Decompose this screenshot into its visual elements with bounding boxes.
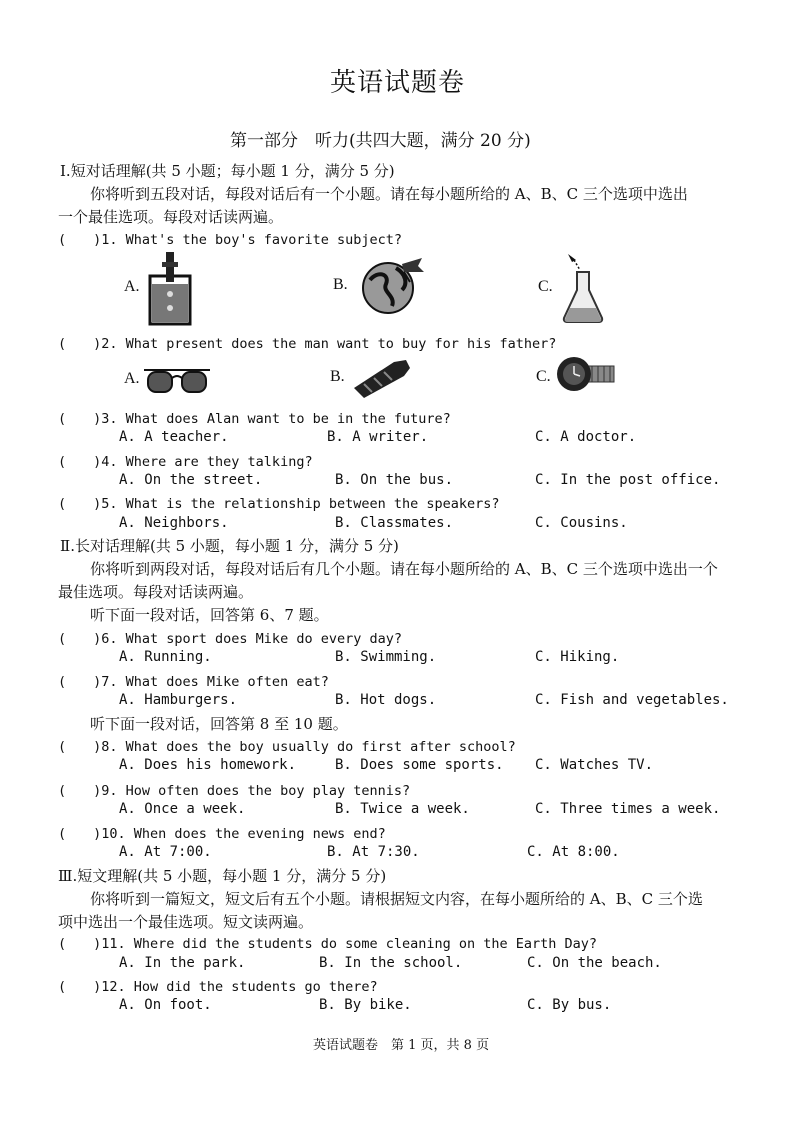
- q9-option-b: B. Twice a week.: [335, 801, 470, 817]
- section3-intro-cont: 项中选出一个最佳选项。短文读两遍。: [58, 913, 314, 931]
- q6-option-a: A. Running.: [119, 649, 212, 665]
- q5-option-a: A. Neighbors.: [119, 515, 229, 531]
- part-heading: 第一部分 听力(共四大题，满分 20 分): [230, 131, 531, 151]
- section3-heading: Ⅲ.短文理解(共 5 小题，每小题 1 分，满分 5 分): [58, 867, 387, 885]
- q8-option-a: A. Does his homework.: [119, 757, 297, 773]
- section2-heading: Ⅱ.长对话理解(共 5 小题，每小题 1 分，满分 5 分): [60, 537, 399, 555]
- q7-option-a: A. Hamburgers.: [119, 692, 238, 708]
- q6-option-b: B. Swimming.: [335, 649, 437, 665]
- question-1: ( )1. What's the boy's favorite subject?: [58, 232, 402, 248]
- q1-option-a-label: A.: [124, 278, 140, 295]
- section1-intro-cont: 一个最佳选项。每段对话读两遍。: [58, 208, 284, 226]
- question-11: ( )11. Where did the students do some cleaning on the Earth Day?: [58, 936, 598, 952]
- question-3: ( )3. What does Alan want to be in the future?: [58, 411, 451, 427]
- section3-intro: 你将听到一篇短文，短文后有五个小题。请根据短文内容，在每小题所给的 A、B、C 三个选: [90, 890, 703, 908]
- question-10: ( )10. When does the evening news end?: [58, 826, 386, 842]
- glasses-icon: [142, 364, 212, 398]
- flask-icon: [560, 250, 606, 326]
- q12-option-c: C. By bus.: [527, 997, 612, 1013]
- question-7: ( )7. What does Mike often eat?: [58, 674, 329, 690]
- question-4: ( )4. Where are they talking?: [58, 454, 313, 470]
- q7-option-b: B. Hot dogs.: [335, 692, 437, 708]
- q10-option-c: C. At 8:00.: [527, 844, 620, 860]
- q4-option-b: B. On the bus.: [335, 472, 454, 488]
- q4-option-a: A. On the street.: [119, 472, 263, 488]
- section1-heading: Ⅰ.短对话理解(共 5 小题；每小题 1 分，满分 5 分): [60, 162, 395, 180]
- question-9: ( )9. How often does the boy play tennis?: [58, 783, 411, 799]
- question-12: ( )12. How did the students go there?: [58, 979, 378, 995]
- q9-option-a: A. Once a week.: [119, 801, 246, 817]
- tie-icon: [350, 354, 414, 400]
- q8-option-c: C. Watches TV.: [535, 757, 654, 773]
- q2-option-b-label: B.: [330, 368, 345, 385]
- q3-option-c: C. A doctor.: [535, 429, 637, 445]
- q11-option-c: C. On the beach.: [527, 955, 662, 971]
- globe-icon: [356, 252, 428, 316]
- q6-option-c: C. Hiking.: [535, 649, 620, 665]
- section2-intro: 你将听到两段对话，每段对话后有几个小题。请在每小题所给的 A、B、C 三个选项中选出一个: [90, 560, 718, 578]
- question-8: ( )8. What does the boy usually do first after school?: [58, 739, 516, 755]
- dialog2-instruction: 听下面一段对话，回答第 8 至 10 题。: [90, 715, 348, 733]
- q3-option-a: A. A teacher.: [119, 429, 229, 445]
- question-6: ( )6. What sport does Mike do every day?: [58, 631, 402, 647]
- q8-option-b: B. Does some sports.: [335, 757, 504, 773]
- q11-option-a: A. In the park.: [119, 955, 246, 971]
- question-2: ( )2. What present does the man want to buy for his father?: [58, 336, 557, 352]
- question-5: ( )5. What is the relationship between the speakers?: [58, 496, 500, 512]
- q1-option-b-label: B.: [333, 276, 348, 293]
- q5-option-b: B. Classmates.: [335, 515, 454, 531]
- section1-intro: 你将听到五段对话，每段对话后有一个小题。请在每小题所给的 A、B、C 三个选项中选出: [90, 185, 688, 203]
- q10-option-b: B. At 7:30.: [327, 844, 420, 860]
- q12-option-b: B. By bike.: [319, 997, 412, 1013]
- section2-intro-cont: 最佳选项。每段对话读两遍。: [58, 583, 254, 601]
- page-title: 英语试题卷: [330, 68, 466, 98]
- q11-option-b: B. In the school.: [319, 955, 463, 971]
- q7-option-c: C. Fish and vegetables.: [535, 692, 729, 708]
- beaker-icon: [146, 250, 194, 326]
- q2-option-c-label: C.: [536, 368, 551, 385]
- q4-option-c: C. In the post office.: [535, 472, 721, 488]
- q12-option-a: A. On foot.: [119, 997, 212, 1013]
- watch-icon: [556, 354, 616, 394]
- q2-option-a-label: A.: [124, 370, 140, 387]
- q10-option-a: A. At 7:00.: [119, 844, 212, 860]
- q1-option-c-label: C.: [538, 278, 553, 295]
- dialog1-instruction: 听下面一段对话，回答第 6、7 题。: [90, 606, 329, 624]
- q9-option-c: C. Three times a week.: [535, 801, 721, 817]
- q3-option-b: B. A writer.: [327, 429, 429, 445]
- page-footer: 英语试题卷 第 1 页，共 8 页: [313, 1038, 490, 1053]
- q5-option-c: C. Cousins.: [535, 515, 628, 531]
